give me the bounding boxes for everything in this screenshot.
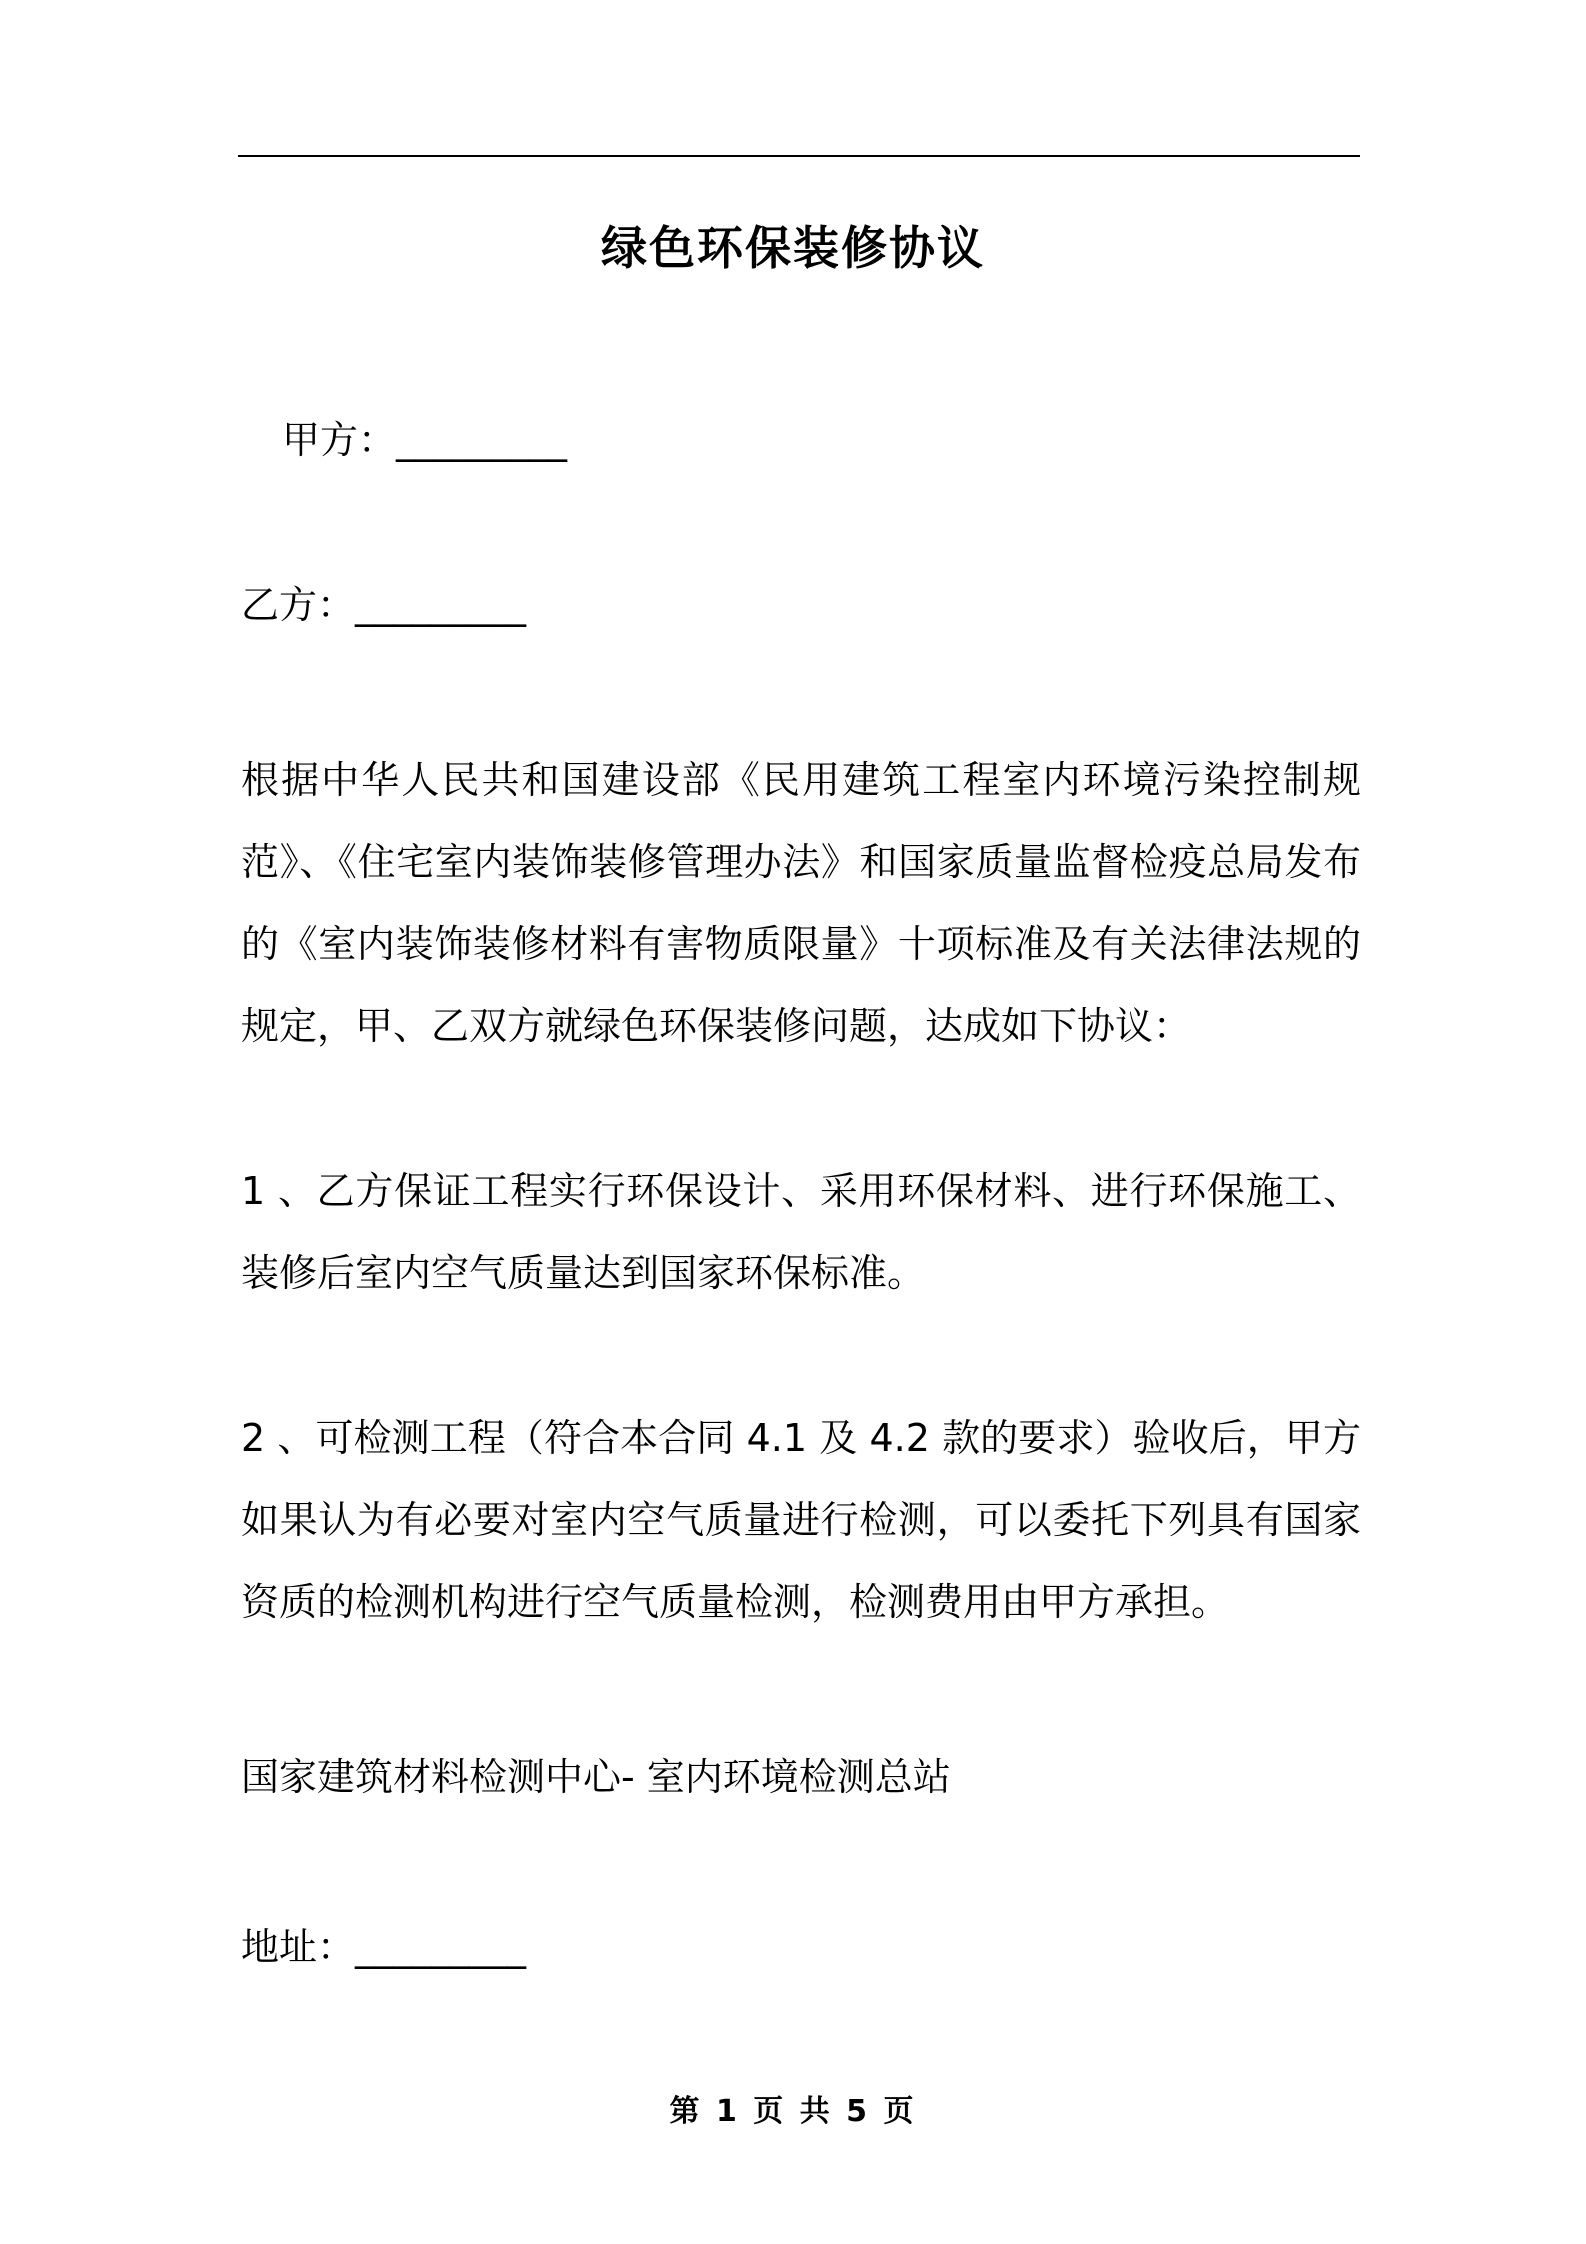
clause-2: 2 、可检测工程（符合本合同 4.1 及 4.2 款的要求）验收后，甲方如果认为有必要对室内空气质量进行检测，可以委托下列具有国家资质的检测机构进行空气质量检测，检测费用由甲方承担。 — [241, 1416, 1361, 1624]
header-rule — [238, 155, 1360, 157]
document-title: 绿色环保装修协议 — [601, 221, 985, 275]
intro-paragraph: 根据中华人民共和国建设部《民用建筑工程室内环境污染控制规范》、《住宅室内装饰装修管理办法》和国家质量监督检疫总局发布的《室内装饰装修材料有害物质限量》十项标准及有关法律法规的规定，甲、乙双方就绿色环保装修问题，达成如下协议： — [241, 758, 1361, 1048]
party-a-field: 甲方：_________ — [282, 418, 568, 462]
institution-name: 国家建筑材料检测中心- 室内环境检测总站 — [241, 1755, 951, 1799]
page-number: 第 1 页 共 5 页 — [669, 2094, 917, 2129]
address-field: 地址：_________ — [241, 1925, 527, 1969]
party-b-field: 乙方：_________ — [241, 583, 527, 627]
clause-1: 1 、乙方保证工程实行环保设计、采用环保材料、进行环保施工、装修后室内空气质量达到国家环保标准。 — [241, 1169, 1361, 1295]
